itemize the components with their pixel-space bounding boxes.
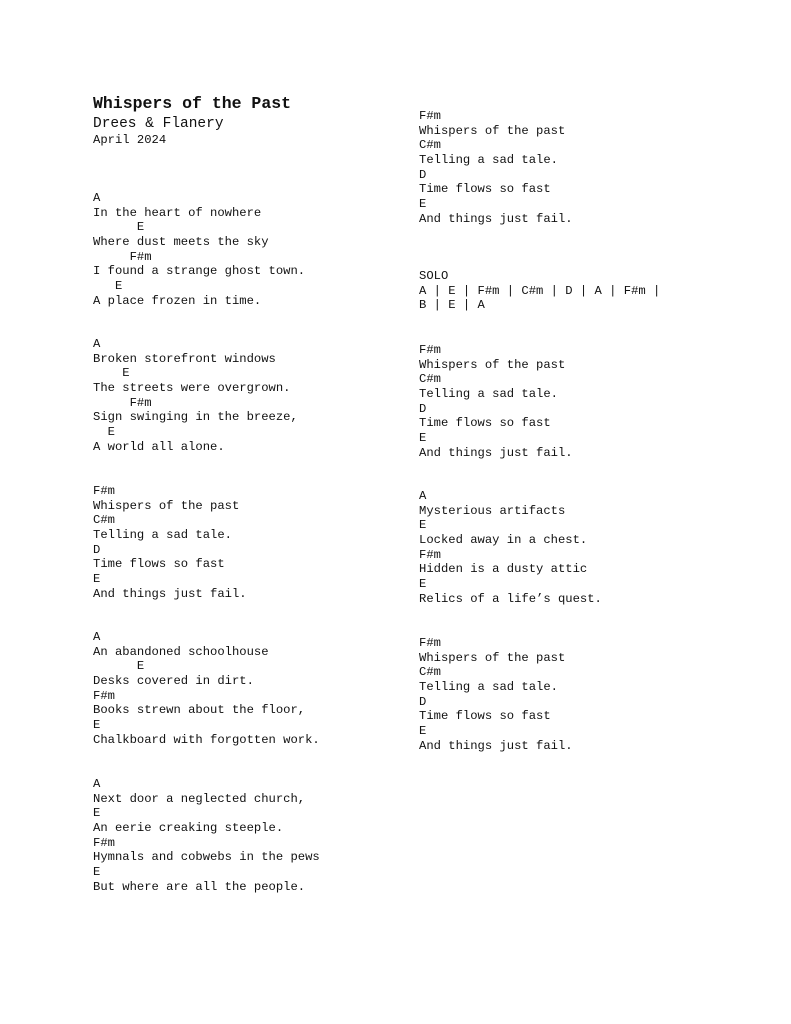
lyric-line: A place frozen in time. (93, 293, 262, 308)
lyric-line: Time flows so fast (419, 416, 551, 431)
chord-line: F#m (93, 835, 115, 850)
chord-line: F#m (419, 343, 441, 357)
lyric-line: Whispers of the past (419, 123, 566, 138)
chord-line: D (419, 401, 427, 416)
lyric-line: Whispers of the past (419, 650, 566, 665)
chord-line: E (419, 197, 427, 212)
song-title: Whispers of the Past (93, 94, 292, 113)
chord-line: C#m (419, 665, 441, 680)
chord-line: A (93, 777, 101, 791)
chord-line: E (93, 659, 145, 674)
chord-line: F#m (419, 547, 441, 562)
chord-line: E (419, 431, 427, 446)
lyric-line: The streets were overgrown. (93, 381, 291, 396)
section-verse-4 (93, 777, 413, 895)
chord-line: F#m (419, 109, 441, 123)
chord-line: E (93, 366, 130, 381)
section-chorus-4 (419, 636, 719, 754)
lyric-line: Whispers of the past (419, 357, 566, 372)
chord-line: E (93, 572, 101, 587)
solo-chord-line: B | E | A (419, 298, 485, 313)
lyric-line: Hymnals and cobwebs in the pews (93, 850, 320, 865)
chord-line: A (93, 191, 101, 205)
lyric-line: Hidden is a dusty attic (419, 562, 588, 577)
chord-line: C#m (93, 513, 115, 528)
chord-line: F#m (93, 484, 115, 498)
chord-line: E (93, 425, 115, 440)
section-solo (419, 269, 719, 313)
section-verse-1 (93, 191, 413, 309)
chord-line: F#m (93, 249, 152, 264)
chord-line: E (419, 518, 427, 533)
lyric-line: And things just fail. (419, 445, 573, 460)
chord-line: A (93, 630, 101, 644)
lyric-line: Whispers of the past (93, 498, 240, 513)
lyric-line: But where are all the people. (93, 879, 306, 894)
chord-line: E (93, 220, 145, 235)
lyric-line: Telling a sad tale. (419, 680, 558, 695)
lyric-line: Telling a sad tale. (419, 153, 558, 168)
lyric-line: Time flows so fast (419, 182, 551, 197)
section-verse-3 (93, 630, 413, 748)
lyric-line: A world all alone. (93, 439, 225, 454)
lyric-line: Where dust meets the sky (93, 235, 269, 250)
lyric-line: Sign swinging in the breeze, (93, 410, 298, 425)
chord-line: D (419, 167, 427, 182)
lyric-line: Next door a neglected church, (93, 791, 306, 806)
chord-line: F#m (93, 395, 152, 410)
song-artist: Drees & Flanery (93, 116, 224, 132)
chord-line: A (93, 337, 101, 351)
lyric-line: I found a strange ghost town. (93, 264, 306, 279)
chord-line: D (419, 694, 427, 709)
section-verse-5 (419, 489, 719, 607)
chord-line: E (93, 865, 101, 880)
song-date: April 2024 (93, 133, 167, 147)
lyric-line: Telling a sad tale. (93, 528, 232, 543)
lyric-line: In the heart of nowhere (93, 205, 262, 220)
lyric-line: And things just fail. (419, 211, 573, 226)
chord-line: E (93, 718, 101, 733)
lyric-line: And things just fail. (93, 586, 247, 601)
lyric-line: Time flows so fast (93, 557, 225, 572)
lyric-line: Books strewn about the floor, (93, 703, 306, 718)
chord-line: E (93, 279, 123, 294)
lyric-line: An abandoned schoolhouse (93, 644, 269, 659)
section-verse-2 (93, 337, 413, 455)
lyric-line: An eerie creaking steeple. (93, 821, 284, 836)
section-heading: SOLO (419, 269, 449, 283)
chord-line: E (419, 724, 427, 739)
lyric-line: Relics of a life’s quest. (419, 591, 602, 606)
chord-line: E (93, 806, 101, 821)
lyric-line: Broken storefront windows (93, 351, 276, 366)
section-chorus-2 (419, 109, 719, 227)
lyric-line: Mysterious artifacts (419, 503, 566, 518)
chord-line: C#m (419, 372, 441, 387)
chord-line: E (419, 577, 427, 592)
chord-line: F#m (93, 688, 115, 703)
lyric-line: And things just fail. (419, 738, 573, 753)
chord-line: A (419, 489, 427, 503)
solo-chord-line: A | E | F#m | C#m | D | A | F#m | (419, 283, 661, 298)
chord-line: C#m (419, 138, 441, 153)
lyric-line: Telling a sad tale. (419, 387, 558, 402)
section-chorus-3 (419, 343, 719, 461)
lyric-line: Desks covered in dirt. (93, 674, 254, 689)
lyric-line: Time flows so fast (419, 709, 551, 724)
lyric-line: Locked away in a chest. (419, 533, 588, 548)
chord-line: D (93, 542, 101, 557)
section-chorus-1 (93, 484, 413, 602)
lyric-line: Chalkboard with forgotten work. (93, 732, 320, 747)
chord-line: F#m (419, 636, 441, 650)
